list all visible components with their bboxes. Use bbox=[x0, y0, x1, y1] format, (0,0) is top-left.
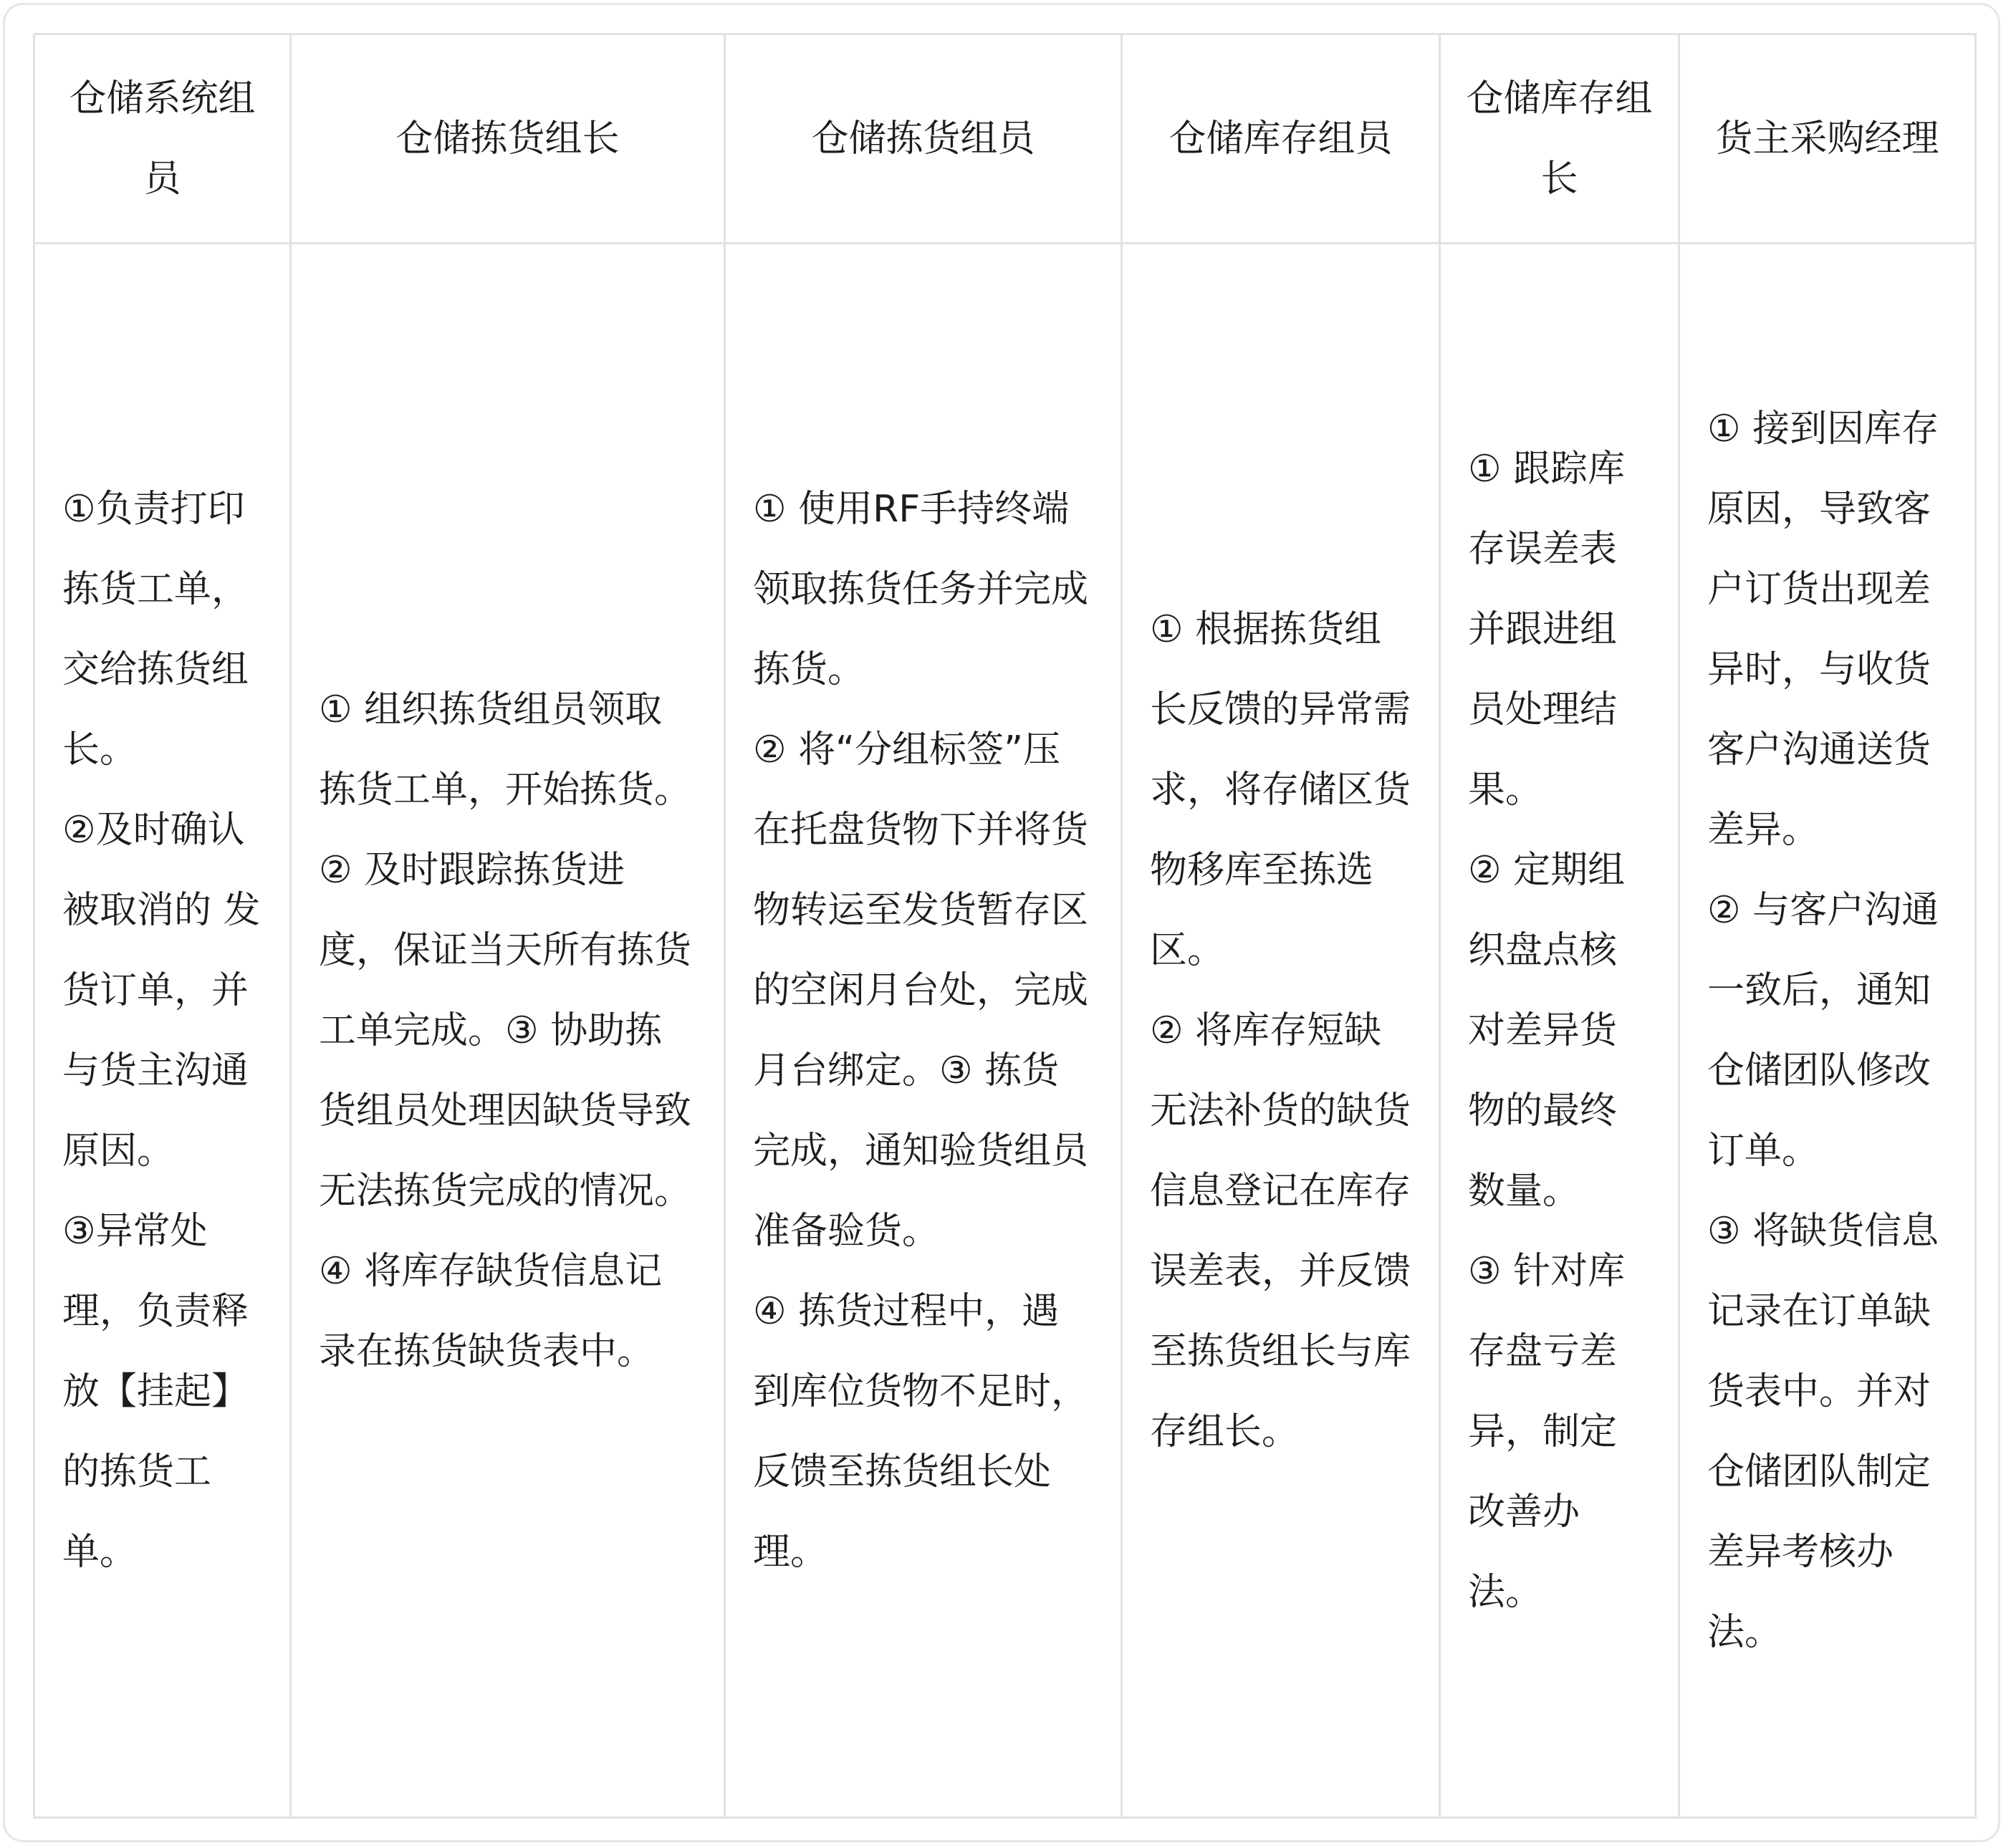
header-system-member: 仓储系统组员 bbox=[34, 34, 291, 244]
inventory-leader-duties-text: ① 跟踪库存误差表并跟进组员处理结果。 ② 定期组织盘点核对差异货物的最终数量。 ③ 针对库存盘亏差异，制定改善办法。 bbox=[1468, 447, 1626, 1614]
header-picking-leader: 仓储拣货组长 bbox=[291, 34, 725, 244]
header-inventory-leader: 仓储库存组长 bbox=[1440, 34, 1679, 244]
responsibility-table bbox=[33, 33, 1977, 1819]
cell-picking-leader-duties bbox=[291, 244, 725, 1818]
table-row bbox=[34, 244, 1976, 1818]
picking-leader-duties-text: ① 组织拣货组员领取拣货工单，开始拣货。② 及时跟踪拣货进度，保证当天所有拣货工单完成。③ 协助拣货组员处理因缺货导致无法拣货完成的情况。 ④ 将库存缺货信息记录在拣货缺货表中。 bbox=[319, 688, 692, 1373]
cell-inventory-leader-duties bbox=[1440, 244, 1679, 1818]
header-picking-member: 仓储拣货组员 bbox=[725, 34, 1122, 244]
purchasing-manager-duties-text: ① 接到因库存原因，导致客户订货出现差异时，与收货客户沟通送货差异。 ② 与客户沟通一致后，通知仓储团队修改订单。 ③ 将缺货信息记录在订单缺货表中。并对仓储团队制定差异考核办法。 bbox=[1707, 407, 1939, 1654]
cell-inventory-member-duties bbox=[1122, 244, 1440, 1818]
cell-purchasing-manager-duties bbox=[1679, 244, 1976, 1818]
cell-picking-member-duties bbox=[725, 244, 1122, 1818]
system-member-duties-text: ①负责打印拣货工单，交给拣货组长。 ②及时确认被取消的 发货订单，并与货主沟通原因。 ③异常处理，负责释放【挂起】的拣货工单。 bbox=[62, 487, 261, 1574]
header-inventory-member: 仓储库存组员 bbox=[1122, 34, 1440, 244]
header-purchasing-manager: 货主采购经理 bbox=[1679, 34, 1976, 244]
picking-member-duties-text: ① 使用RF手持终端领取拣货任务并完成拣货。 ② 将“分组标签”压在托盘货物下并将货物转运至发货暂存区的空闲月台处，完成月台绑定。③ 拣货完成，通知验货组员准备验货。 ④ 拣货过程中，遇到库位货物不足时，反馈至拣货组长处理。 bbox=[753, 487, 1089, 1574]
inventory-member-duties-text: ① 根据拣货组长反馈的异常需求，将存储区货物移库至拣选区。 ② 将库存短缺无法补货的缺货信息登记在库存误差表，并反馈至拣货组长与库存组长。 bbox=[1150, 607, 1411, 1453]
cell-system-member-duties bbox=[34, 244, 291, 1818]
table-header-row bbox=[34, 34, 1976, 244]
